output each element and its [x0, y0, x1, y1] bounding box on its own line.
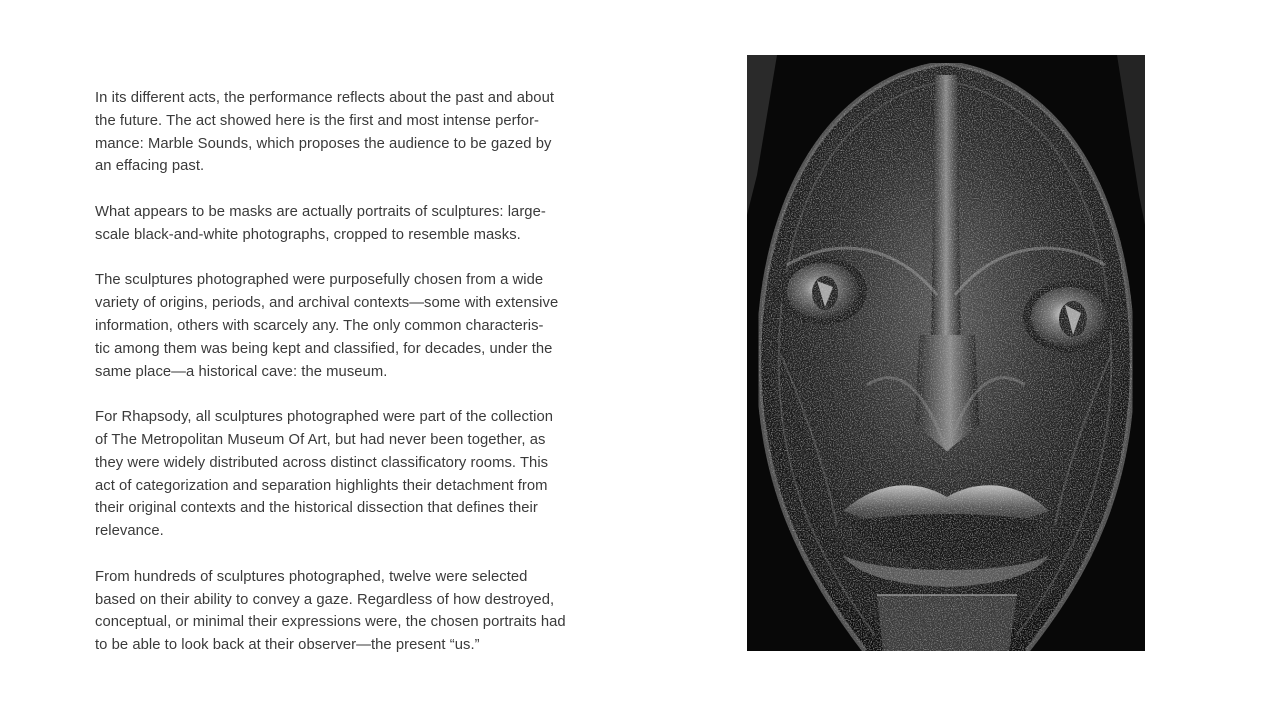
paragraph-4: For Rhapsody, all sculptures photographed were part of the collection of The Metropolitan Museum Of Art, but had never been together, as they were widely distributed across distinct classificatory rooms. This act of categorization and separation highlights their detachment from their original contexts and the historical dissection that defines their relevance. [95, 409, 554, 540]
paragraph-3: The sculptures photographed were purposefully chosen from a wide variety of origins, periods, and archival contexts—some with extensive information, others with scarcely any. The only common characteris- tic among them was being kept and classified, for decades, under the same place—a historical cave: the museum. [95, 272, 559, 380]
mask-sculpture-image [747, 55, 1145, 651]
paragraph-5: From hundreds of sculptures photographed, twelve were selected based on their ability to convey a gaze. Regardless of how destroyed, conceptual, or minimal their expressions were, the chosen portraits had to be able to look back at their observer—the present “us.” [95, 568, 566, 654]
paragraph-1: In its different acts, the performance reflects about the past and about the future. The act showed here is the first and most intense perfor- mance: Marble Sounds, which proposes the audience to be gazed by an effacing past. [95, 90, 555, 175]
paragraph-2: What appears to be masks are actually portraits of sculptures: large- scale black-and-white photographs, cropped to resemble masks. [95, 203, 546, 243]
article-text [95, 87, 615, 680]
mask-photograph [747, 55, 1145, 651]
